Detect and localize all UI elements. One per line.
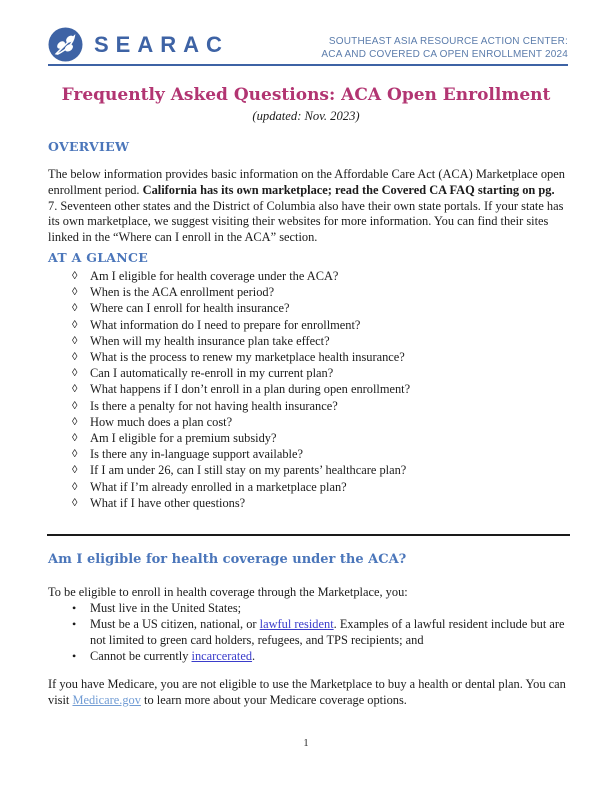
eligibility-text: Must live in the United States; — [90, 601, 242, 616]
overview-heading: OVERVIEW — [48, 139, 130, 154]
question-text: If I am under 26, can I still stay on my parents’ healthcare plan? — [90, 463, 407, 478]
disc-bullet-icon: • — [72, 649, 77, 664]
eligibility-text-post: . Examples of a lawful resident include but are not limited to green card holders, refugees, and TPS recipients; and — [90, 617, 565, 648]
section-divider — [47, 534, 570, 536]
page-number: 1 — [303, 738, 309, 749]
question-text: Can I automatically re-enroll in my current plan? — [90, 366, 334, 381]
list-item — [72, 446, 566, 462]
question-text: How much does a plan cost? — [90, 414, 233, 429]
list-item — [72, 616, 566, 648]
eligibility-text-pre: Cannot be currently — [90, 649, 192, 664]
medicare-text-pre: If you have Medicare, you are not eligible to use the Marketplace to buy a health or dental plan. You can visit — [48, 677, 566, 708]
list-item — [72, 300, 566, 316]
disc-bullet-icon: • — [72, 617, 77, 632]
eligibility-text-post: . — [252, 649, 256, 664]
list-item — [72, 268, 566, 284]
list-item — [72, 349, 566, 365]
question-text: Is there any in-language support available? — [90, 447, 303, 462]
list-item — [72, 317, 566, 333]
diamond-bullet-icon: ◊ — [72, 302, 78, 315]
eligibility-text — [90, 648, 255, 664]
eligibility-text-pre: Must be a US citizen, national, or — [90, 617, 260, 632]
question-text: Is there a penalty for not having health insurance? — [90, 398, 338, 413]
question-text: What if I have other questions? — [90, 495, 246, 510]
diamond-bullet-icon: ◊ — [72, 448, 78, 461]
page-title: Frequently Asked Questions: ACA Open Enrollment — [61, 85, 551, 105]
diamond-bullet-icon: ◊ — [72, 496, 78, 509]
diamond-bullet-icon: ◊ — [72, 480, 78, 493]
at-a-glance-list — [0, 268, 566, 511]
page-header — [48, 0, 568, 66]
question-text: Am I eligible for a premium subsidy? — [90, 431, 277, 446]
overview-text-1: The below information provides basic information on the Affordable Care Act (ACA) Marketplace open enrollment period. — [48, 167, 565, 197]
overview-text-2: 7. Seventeen other states and the District of Columbia also have their own state portals. If your state has its own marketplace, we suggest visiting their websites for more information. You can find their sites linked in the “Where can I enroll in the ACA” section. — [48, 198, 564, 245]
list-item — [72, 600, 566, 616]
org-header-text — [321, 35, 568, 62]
question-text: What happens if I don’t enroll in a plan during open enrollment? — [90, 382, 411, 397]
diamond-bullet-icon: ◊ — [72, 367, 78, 380]
searac-logo — [48, 27, 229, 62]
at-a-glance-heading: AT A GLANCE — [48, 249, 149, 265]
diamond-bullet-icon: ◊ — [72, 318, 78, 331]
overview-paragraph — [48, 167, 566, 246]
diamond-bullet-icon: ◊ — [72, 399, 78, 412]
question-text: Where can I enroll for health insurance? — [90, 301, 290, 316]
diamond-bullet-icon: ◊ — [72, 351, 78, 363]
page-subtitle: (updated: Nov. 2023) — [252, 109, 360, 123]
question-text: What is the process to renew my marketplace health insurance? — [90, 350, 405, 364]
list-item — [72, 479, 566, 495]
medicare-text-post: to learn more about your Medicare coverage options. — [140, 693, 407, 708]
list-item — [72, 430, 566, 446]
diamond-bullet-icon: ◊ — [72, 286, 78, 299]
eligibility-intro: To be eligible to enroll in health coverage through the Marketplace, you: — [48, 585, 408, 600]
incarcerated-link[interactable]: incarcerated — [191, 649, 253, 664]
eligibility-text — [90, 616, 566, 648]
eligibility-heading: Am I eligible for health coverage under the ACA? — [48, 552, 407, 568]
diamond-bullet-icon: ◊ — [72, 464, 78, 477]
list-item — [72, 414, 566, 430]
list-item — [72, 462, 566, 478]
list-item — [72, 648, 566, 664]
diamond-bullet-icon: ◊ — [72, 269, 78, 282]
list-item — [72, 381, 566, 397]
lawful-resident-link[interactable]: lawful resident — [259, 617, 334, 632]
searac-leaf-icon — [48, 27, 83, 62]
list-item — [72, 495, 566, 511]
question-text: When is the ACA enrollment period? — [90, 285, 275, 300]
diamond-bullet-icon: ◊ — [72, 415, 78, 428]
org-header-line2: ACA AND COVERED CA OPEN ENROLLMENT 2024 — [321, 49, 568, 60]
list-item — [72, 398, 566, 414]
diamond-bullet-icon: ◊ — [72, 432, 78, 445]
list-item — [72, 333, 566, 349]
list-item — [72, 365, 566, 381]
diamond-bullet-icon: ◊ — [72, 383, 78, 396]
list-item — [72, 284, 566, 300]
eligibility-list — [0, 600, 566, 664]
medicare-paragraph — [48, 676, 566, 708]
searac-wordmark: SEARAC — [94, 31, 229, 57]
diamond-bullet-icon: ◊ — [72, 334, 78, 347]
medicare-gov-link[interactable]: Medicare.gov — [72, 693, 141, 708]
question-text: What if I’m already enrolled in a marketplace plan? — [90, 479, 347, 494]
org-header-line1: SOUTHEAST ASIA RESOURCE ACTION CENTER: — [328, 36, 568, 47]
question-text: Am I eligible for health coverage under the ACA? — [90, 268, 339, 283]
disc-bullet-icon: • — [72, 601, 77, 616]
overview-text-bold: California has its own marketplace; read the Covered CA FAQ starting on pg. — [142, 182, 555, 197]
question-text: What information do I need to prepare for enrollment? — [90, 317, 361, 332]
question-text: When will my health insurance plan take effect? — [90, 333, 330, 348]
